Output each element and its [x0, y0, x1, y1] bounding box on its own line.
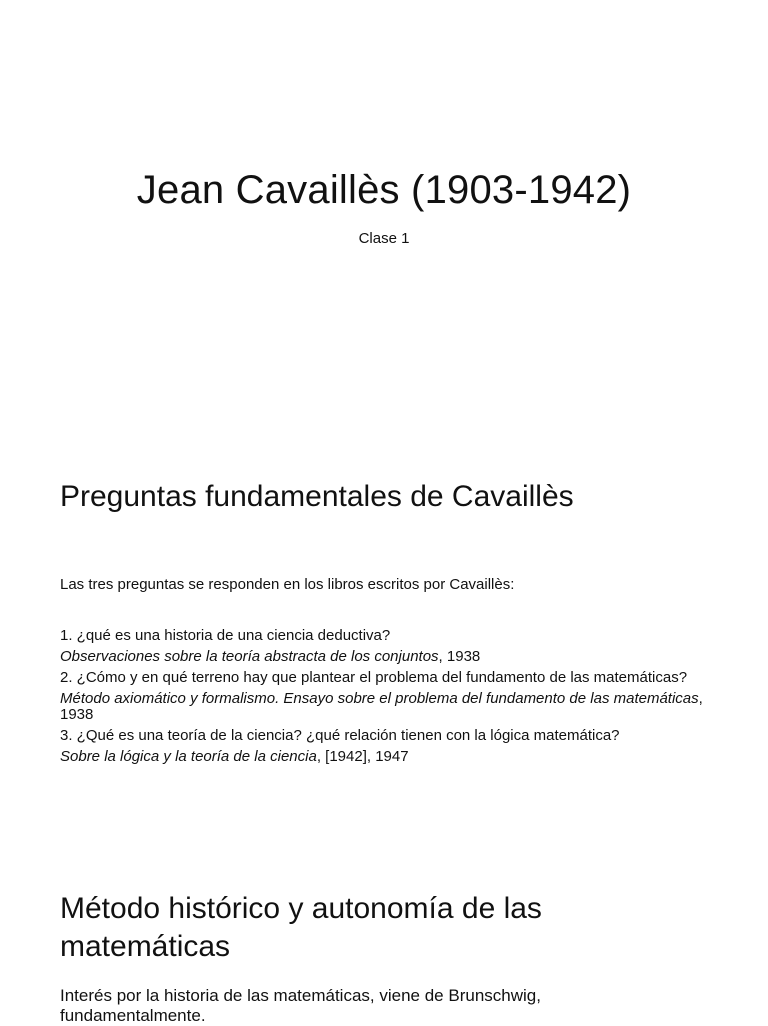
presentation-subtitle: Clase 1	[358, 230, 410, 247]
question-text: 2. ¿Cómo y en qué terreno hay que plantear el problema del fundamento de las matemáticas?	[60, 669, 688, 686]
question-text: 1. ¿qué es una historia de una ciencia deductiva?	[60, 627, 391, 644]
book-reference	[60, 749, 710, 765]
book-year: , [1942], 1947	[316, 748, 409, 765]
question-item	[60, 628, 710, 665]
slide-heading: Método histórico y autonomía de las matemáticas	[60, 892, 542, 963]
title-slide	[0, 0, 768, 432]
book-title: Observaciones sobre la teoría abstracta de los conjuntos	[60, 648, 439, 665]
body-text: Interés por la historia de las matemáticas, viene de Brunschwig, fundamentalmente.	[60, 986, 541, 1025]
book-reference	[60, 649, 710, 665]
slide-heading: Preguntas fundamentales de Cavaillès	[60, 480, 574, 513]
question-item	[60, 670, 710, 723]
presentation-title: Jean Cavaillès (1903-1942)	[136, 168, 632, 212]
book-title: Método axiomático y formalismo. Ensayo sobre el problema del fundamento de las matemáticas	[60, 690, 699, 707]
intro-text: Las tres preguntas se responden en los libros escritos por Cavaillès:	[60, 576, 515, 593]
question-list	[60, 628, 710, 770]
book-reference	[60, 691, 710, 723]
book-year: , 1938	[438, 648, 481, 665]
method-slide	[0, 864, 768, 1024]
questions-slide	[0, 432, 768, 864]
question-item	[60, 728, 710, 765]
book-title: Sobre la lógica y la teoría de la ciencia	[60, 748, 317, 765]
book-year: , 1938	[60, 690, 703, 723]
question-text: 3. ¿Qué es una teoría de la ciencia? ¿qué relación tienen con la lógica matemática?	[60, 727, 620, 744]
